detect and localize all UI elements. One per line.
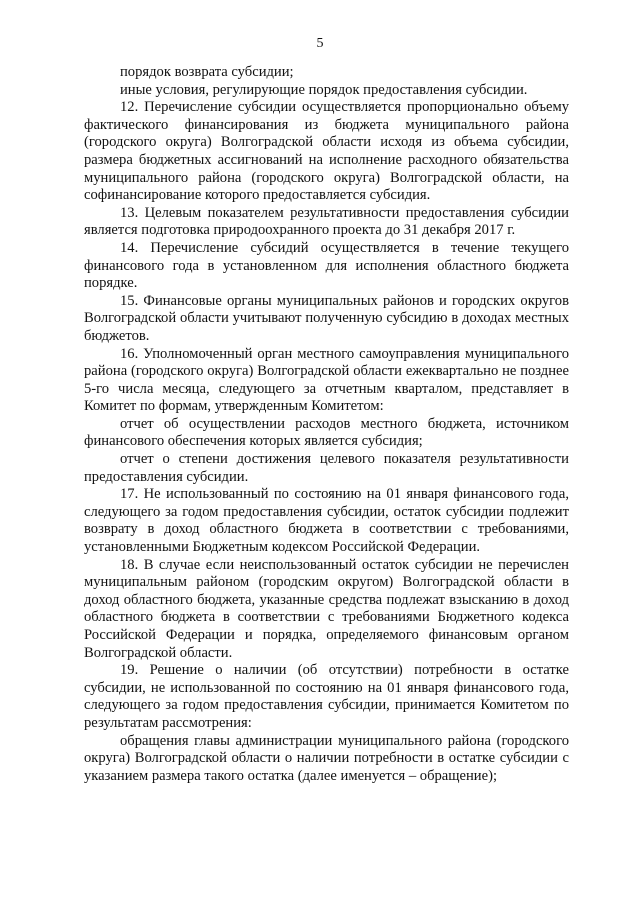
paragraph-15: 15. Финансовые органы муниципальных районов и городских округов Волгоградской области учитывают полученную субсидию в доходах местных бюджетов. [84,292,569,344]
page-number: 5 [316,36,324,51]
document-body [84,64,569,785]
paragraph-18: 18. В случае если неиспользованный остаток субсидии не перечислен муниципальным районом (городским округом) Волгоградской области в доход областного бюджета, указанные средства подлежат взысканию в доход областного бюджета в соответствии с требованиями Бюджетного кодекса Российской Федерации и порядка, определяемого финансовым органом Волгоградской области. [84,556,569,661]
paragraph-other-conditions: иные условия, регулирующие порядок предоставления субсидии. [120,81,528,98]
paragraph-12: 12. Перечисление субсидии осуществляется пропорционально объему фактического финансирования из бюджета муниципального района (городского округа) Волгоградской области исходя из объема субсидии, размера бюджетных ассигнований на исполнение расходного обязательства муниципального района (городского округа) Волгоградской области, на софинансирование которого предоставляется субсидия. [84,99,569,204]
paragraph-16: 16. Уполномоченный орган местного самоуправления муниципального района (городского округа) Волгоградской области ежеквартально не позднее 5-го числа месяца, следующего за отчетным кварталом, представляет в Комитет по формам, утвержденным Комитетом: [84,345,569,415]
paragraph-13: 13. Целевым показателем результативности предоставления субсидии является подготовка природоохранного проекта до 31 декабря 2017 г. [84,204,569,239]
paragraph-17: 17. Не использованный по состоянию на 01 января финансового года, следующего за годом предоставления субсидии, остаток субсидии подлежит возврату в доход областного бюджета в соответствии с требованиями, установленными Бюджетным кодексом Российской Федерации. [84,486,569,556]
paragraph-14: 14. Перечисление субсидий осуществляется в течение текущего финансового года в установленном для исполнения областного бюджета порядке. [84,239,569,292]
paragraph-16-report-target: отчет о степени достижения целевого показателя результативности предоставления субсидии. [84,451,569,485]
paragraph-19-appeal: обращения главы администрации муниципального района (городского округа) Волгоградской области о наличии потребности в остатке субсидии с указанием размера такого остатка (далее именуется – обращение); [84,732,569,784]
paragraph-return-procedure: порядок возврата субсидии; [120,64,294,80]
paragraph-19: 19. Решение о наличии (об отсутствии) потребности в остатке субсидии, не использованной по состоянию на 01 января финансового года, следующего за годом предоставления субсидии, принимается Комитетом по результатам рассмотрения: [84,662,569,731]
paragraph-16-report-expenses: отчет об осуществлении расходов местного бюджета, источником финансового обеспечения которых является субсидия; [84,415,569,450]
